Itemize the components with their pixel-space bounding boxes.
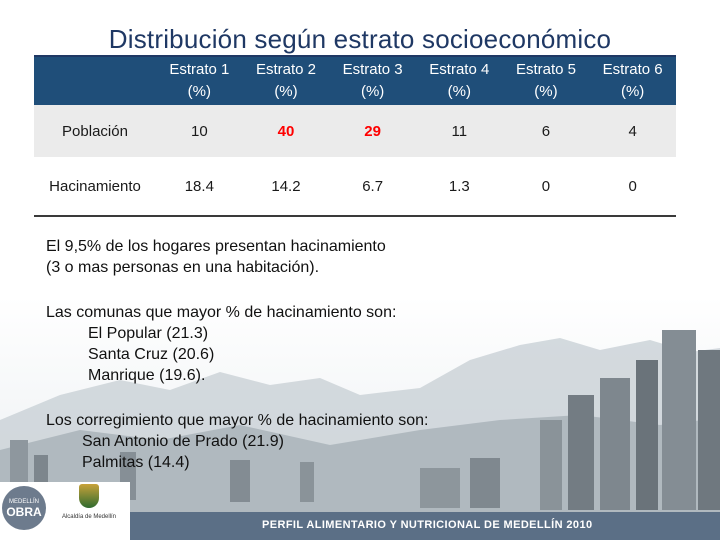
column-header-estrato-1: Estrato 1 (%) xyxy=(156,57,243,105)
shield-icon xyxy=(79,484,99,508)
strata-table xyxy=(34,57,676,217)
building-shape xyxy=(540,420,562,510)
building-shape xyxy=(470,458,500,508)
footer-title: PERFIL ALIMENTARIO Y NUTRICIONAL DE MEDELLÍN 2010 xyxy=(262,519,593,531)
page-title: Distribución según estrato socioeconómico xyxy=(108,24,612,54)
table-cell: 0 xyxy=(589,157,676,216)
medellin-obra-logo: MEDELLÍN OBRA xyxy=(2,486,46,530)
text-line: Los corregimiento que mayor % de hacinamiento son: xyxy=(46,412,429,429)
building-shape xyxy=(662,330,696,510)
table-cell: 0 xyxy=(503,157,590,216)
text-line: (3 o mas personas en una habitación). xyxy=(46,259,320,276)
table-cell: 1.3 xyxy=(416,157,503,216)
building-shape xyxy=(600,378,630,510)
text-line: Las comunas que mayor % de hacinamiento son: xyxy=(46,304,397,321)
row-label: Población xyxy=(34,105,156,157)
table-cell: 10 xyxy=(156,105,243,157)
table-row-hacinamiento xyxy=(34,157,676,216)
paragraph-corregimientos xyxy=(46,410,428,473)
table-cell: 14.2 xyxy=(243,157,330,216)
alcaldia-logo: Alcaldía de Medellín xyxy=(50,484,128,532)
table-cell: 4 xyxy=(589,105,676,157)
column-header-estrato-5: Estrato 5 (%) xyxy=(503,57,590,105)
table-cell: 11 xyxy=(416,105,503,157)
table-corner-cell xyxy=(34,57,156,105)
row-label: Hacinamiento xyxy=(34,157,156,216)
building-shape xyxy=(698,350,720,510)
table-cell: 6.7 xyxy=(329,157,416,216)
list-item: San Antonio de Prado (21.9) xyxy=(82,433,284,450)
text-line: El 9,5% de los hogares presentan hacinamiento xyxy=(46,238,386,255)
table-row-poblacion xyxy=(34,105,676,157)
table-cell-highlighted: 40 xyxy=(243,105,330,157)
table-cell-highlighted: 29 xyxy=(329,105,416,157)
column-header-estrato-6: Estrato 6 (%) xyxy=(589,57,676,105)
building-shape xyxy=(568,395,594,510)
column-header-estrato-3: Estrato 3 (%) xyxy=(329,57,416,105)
building-shape xyxy=(420,468,460,508)
column-header-estrato-2: Estrato 2 (%) xyxy=(243,57,330,105)
building-shape xyxy=(636,360,658,510)
table-header-row xyxy=(34,57,676,105)
column-header-estrato-4: Estrato 4 (%) xyxy=(416,57,503,105)
table-cell: 18.4 xyxy=(156,157,243,216)
paragraph-overcrowding-summary xyxy=(46,236,386,278)
list-item: Palmitas (14.4) xyxy=(82,454,190,471)
list-item: El Popular (21.3) xyxy=(88,325,209,342)
list-item: Manrique (19.6). xyxy=(88,367,206,384)
paragraph-comunas xyxy=(46,302,396,386)
list-item: Santa Cruz (20.6) xyxy=(88,346,215,363)
table-cell: 6 xyxy=(503,105,590,157)
